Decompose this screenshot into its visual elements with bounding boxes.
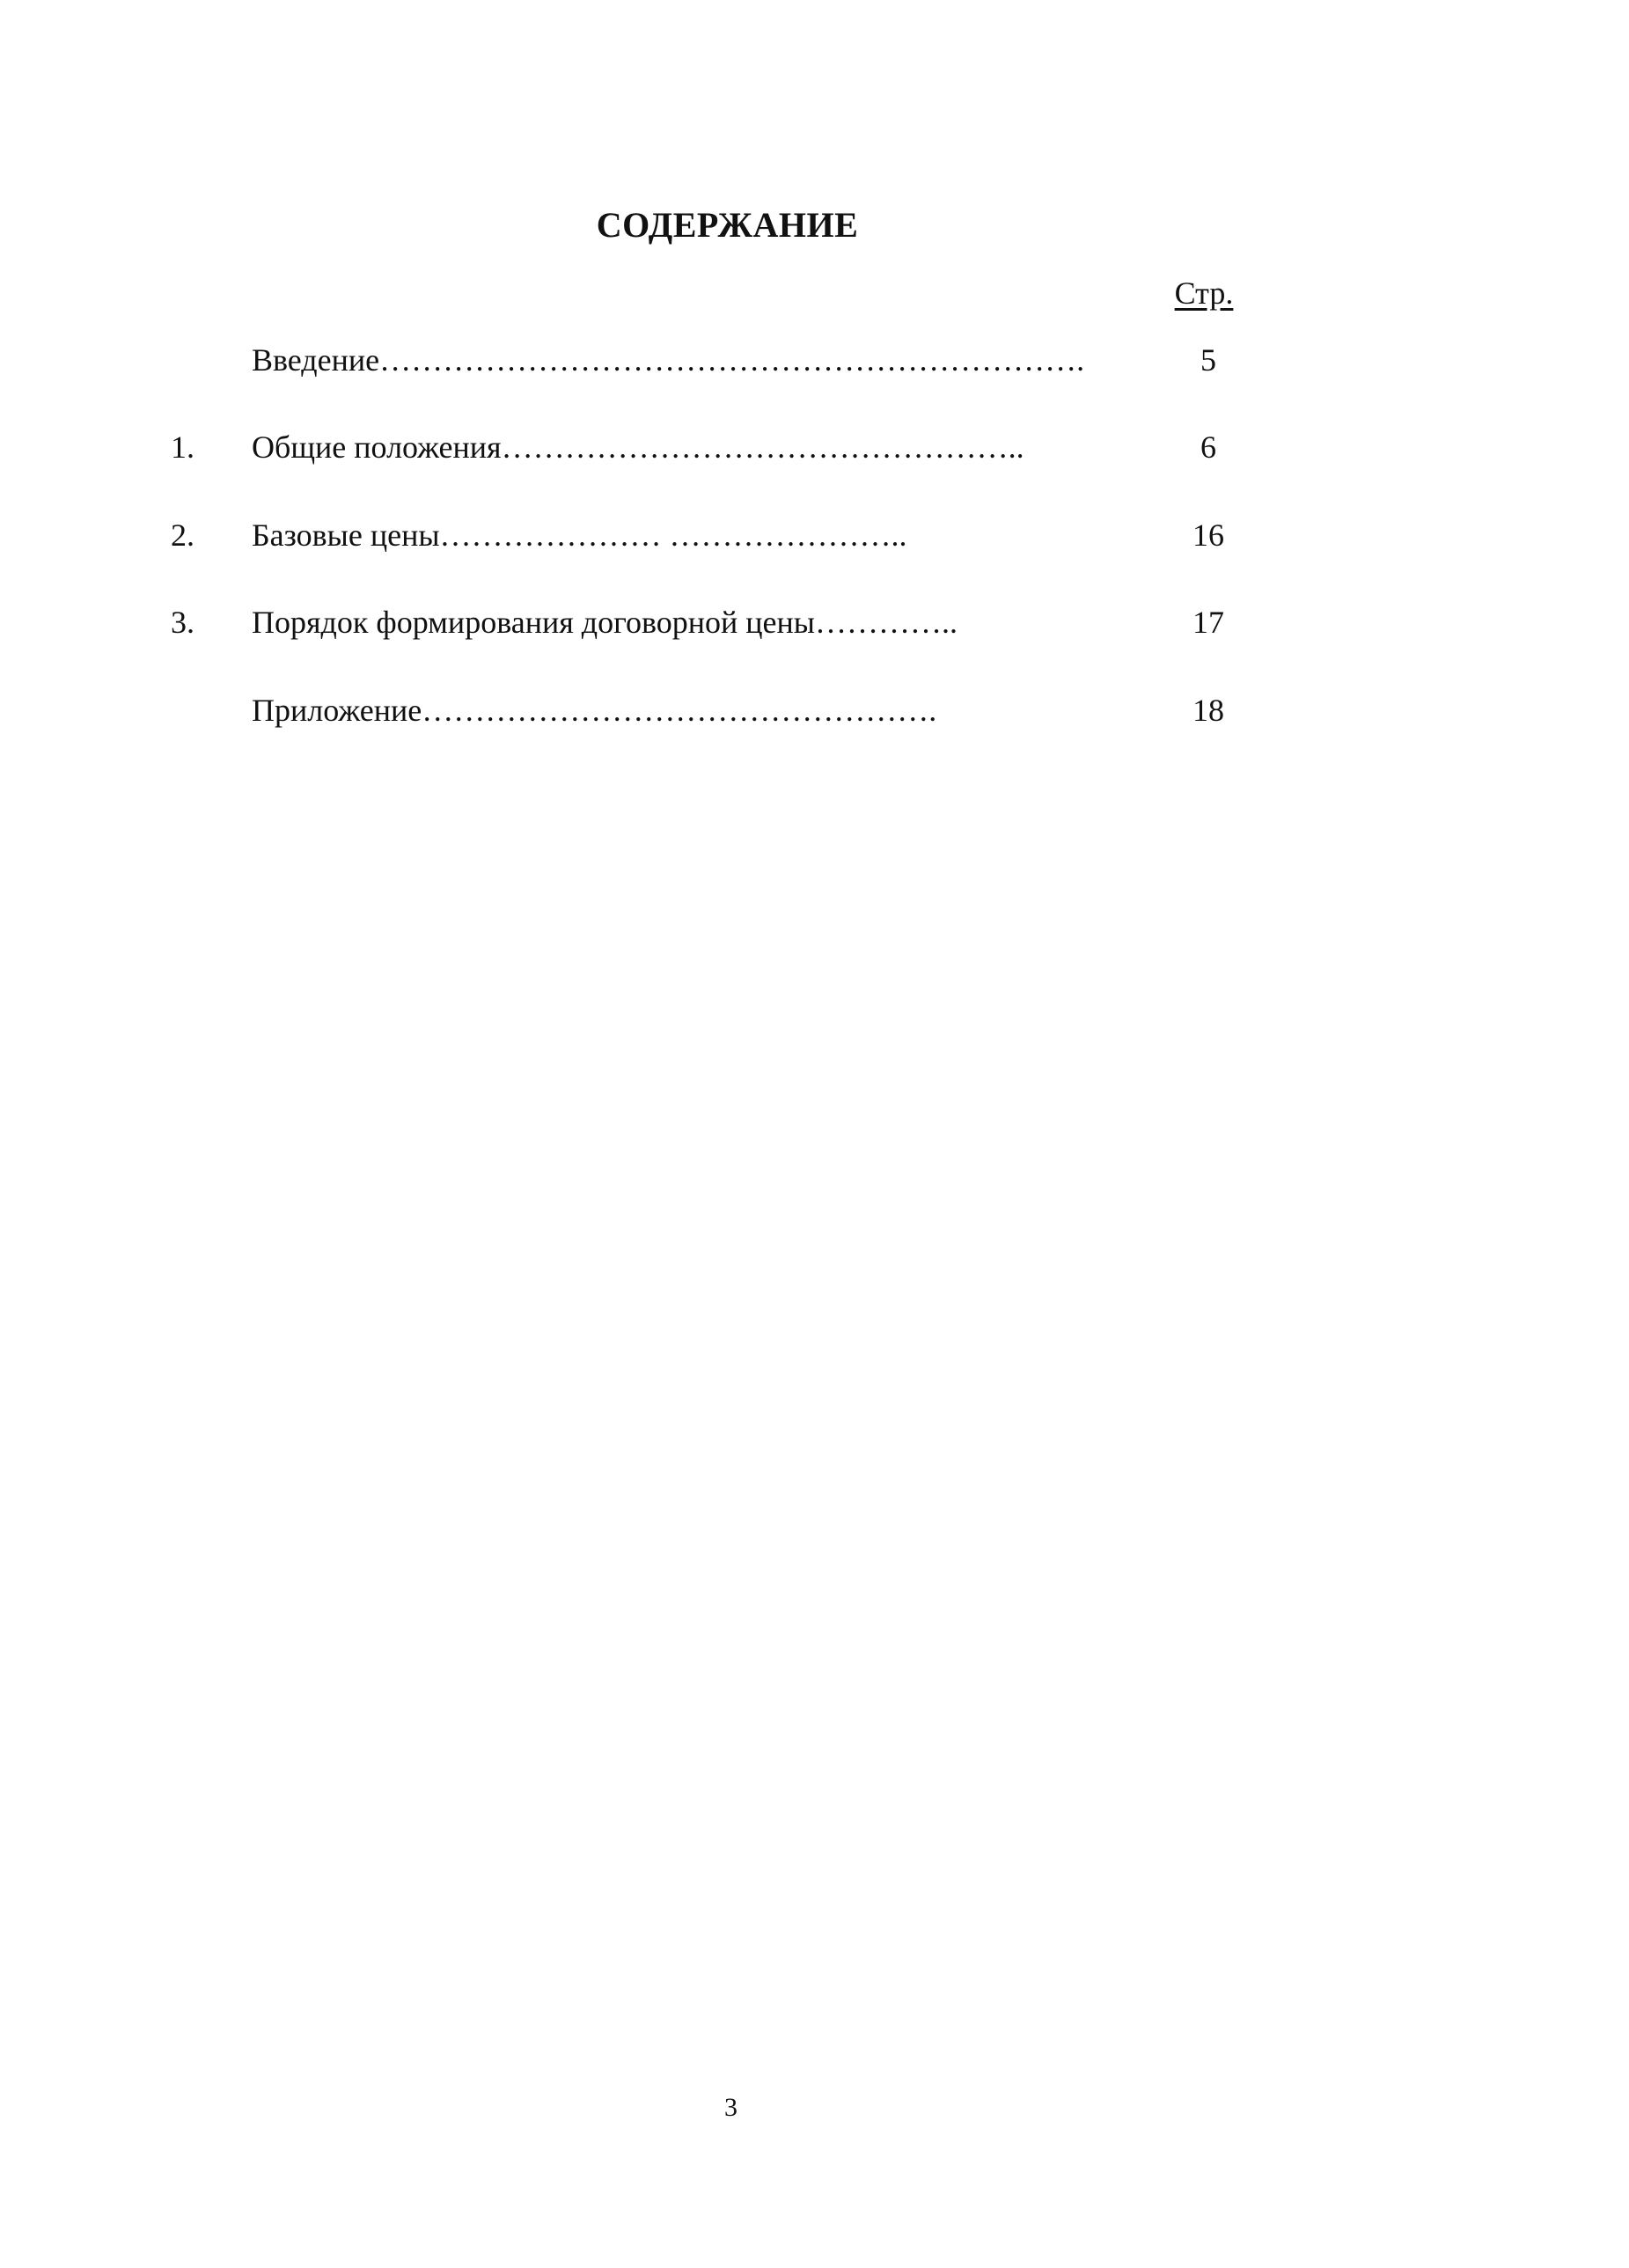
page-title: СОДЕРЖАНИЕ (596, 205, 859, 245)
toc-entry-appendix (0, 688, 1629, 732)
toc-entry-title-line (252, 425, 1024, 469)
toc-entry-page: 5 (1200, 342, 1216, 378)
toc-dot-leader: ………………………………………….. (501, 429, 1024, 465)
toc-dot-leader: …………………………………………………………. (379, 342, 1085, 378)
toc-entry-title: Введение (252, 342, 380, 378)
toc-entry-page: 6 (1200, 429, 1216, 465)
toc-entry-page: 17 (1192, 605, 1224, 640)
toc-entry-title-line (252, 513, 907, 557)
toc-entry-title-line (252, 338, 1084, 382)
toc-entry-introduction (0, 338, 1629, 382)
toc-entry-title-line (252, 688, 936, 732)
toc-dot-leader: ………….. (814, 605, 958, 640)
toc-entry-general-provisions (0, 425, 1629, 469)
toc-entry-title: Общие положения (252, 429, 502, 465)
pages-column-header: Стр. (1174, 275, 1234, 311)
toc-entry-contract-price (0, 600, 1629, 644)
toc-entry-number: 2. (171, 517, 194, 553)
toc-entry-title: Порядок формирования договорной цены (252, 605, 815, 640)
toc-entry-title-line (252, 600, 958, 644)
toc-entry-number: 3. (171, 605, 194, 640)
toc-entry-number: 1. (171, 429, 194, 465)
page-number: 3 (724, 2093, 737, 2122)
toc-entry-page: 18 (1192, 693, 1224, 728)
toc-dot-leader: ………………… ………………….. (439, 517, 907, 553)
toc-dot-leader: …………………………………………. (422, 693, 937, 728)
toc-entry-title: Приложение (252, 693, 422, 728)
toc-entry-page: 16 (1192, 517, 1224, 553)
toc-entry-title: Базовые цены (252, 517, 440, 553)
toc-entry-base-prices (0, 513, 1629, 557)
